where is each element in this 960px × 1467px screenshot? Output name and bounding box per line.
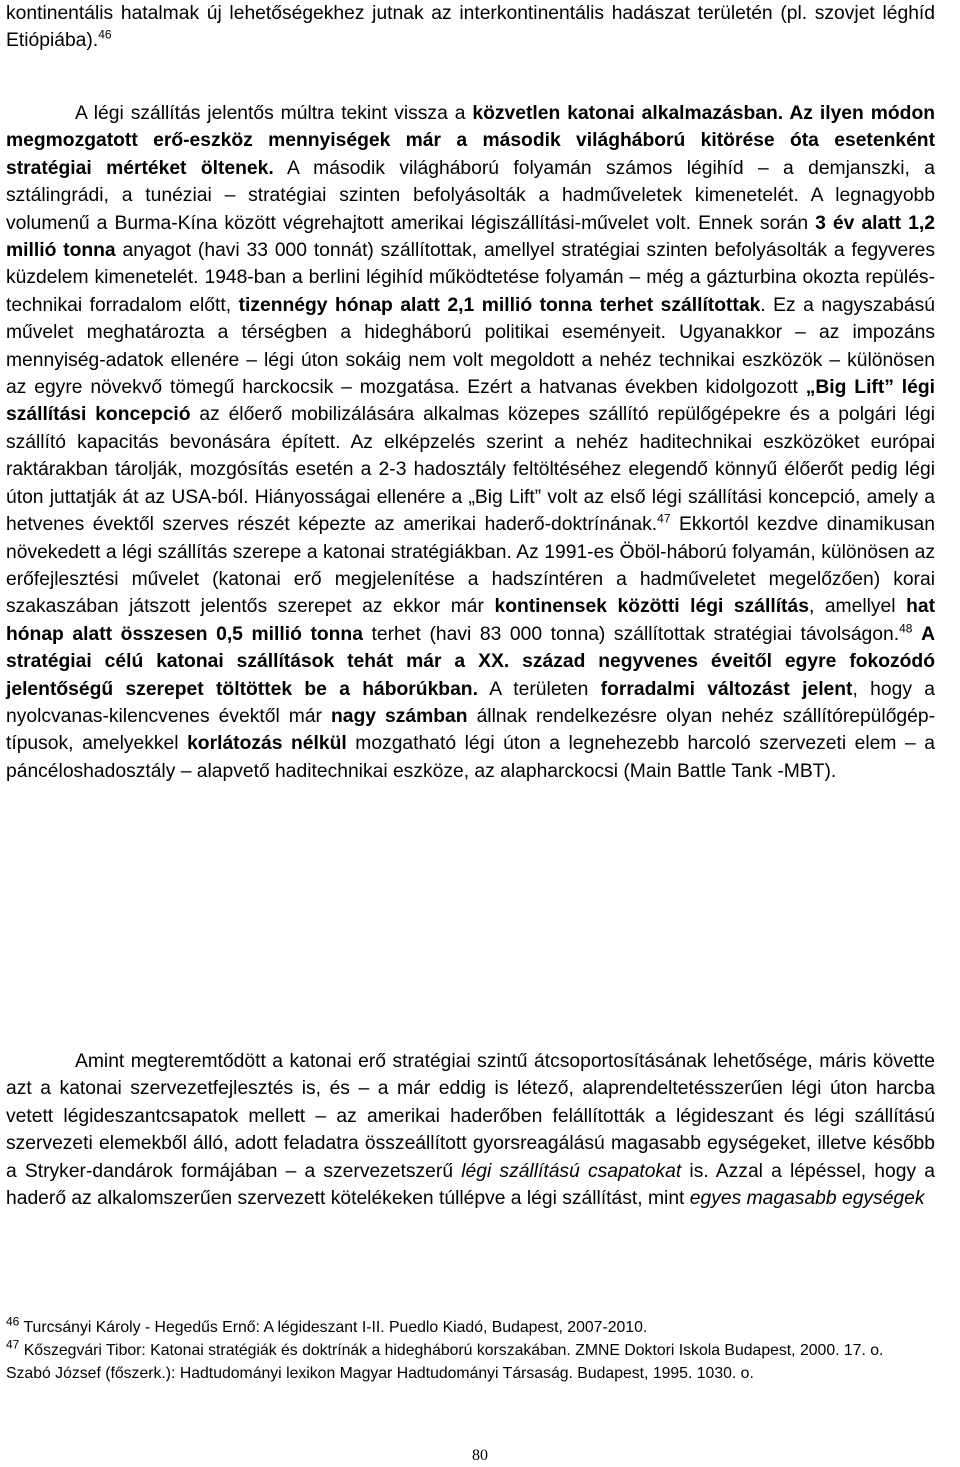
footnote-text: Turcsányi Károly - Hegedűs Ernő: A légideszant I-II. Puedlo Kiadó, Budapest, 2007-2010. [23,1319,648,1336]
footnote [6,1316,956,1339]
bold-text: korlátozás nélkül [187,733,347,755]
footnotes [6,1316,956,1385]
italic-text: egyes magasabb egységek [689,1188,925,1210]
text-run: anyagot (havi 33 000 tonnát) szállítottak, amellyel stratégiai szinten befolyásolták a fegyveres küzdelem kimenetelét. 1948-ban a berlini légihíd működtetése folyamán – még a gázturbina okozta repülés-technikai forradalom előtt, [6,240,935,316]
text-run: kontinentális hatalmak új lehetőségekhez jutnak az interkontinentális hadászat területén (pl. szovjet léghíd Etiópiába). [6,3,935,52]
footnote-text: Szabó József (főszerk.): Hadtudományi lexikon Magyar Hadtudományi Társaság. Budapest, 1995. 1030. o. [6,1365,754,1382]
bold-text: forradalmi változást jelent [600,678,853,700]
text-run: . Ez a nagyszabású művelet meghatározta a térségben a hidegháború politikai eseményeit. Ugyanakkor – az impozáns mennyiség-adatok ellenére – légi úton sokáig nem volt megoldott a nehéz technikai eszközök – különösen az egyre növekvő tömegű harckocsik – mozgatása. Ezért a hatvanas években kidolgozott [6,294,935,399]
paragraph-2 [6,100,935,785]
text-run: , hogy a nyolcvanas-kilencvenes évektől már [6,678,935,727]
text-run: az élőerő mobilizálására alkalmas közepes szállító repülőgépekre és a polgári légi szállító kapacitás bevonására épített. Az elképzelés szerint a nehéz haditechnikai eszközöket európai raktárakban tárolják, mozgósítás esetén a 2-3 hadosztály feltöltéséhez elegendő könnyű élőerőt pedig légi úton juttatják át az USA-ból. Hiányosságai ellenére a „Big Lift” volt az első légi szállítási koncepció, amely a hetvenes évektől szerves részét képezte az amerikai haderő-doktrínának. [6,404,935,536]
paragraph-1 [6,0,935,55]
bold-text: tizennégy hónap alatt 2,1 millió tonna terhet szállítottak [238,294,761,316]
text-run: is. Azzal a lépéssel, hogy a haderő az alkalomszerűen szervezett kötelékeken túllépve a légi szállítást, mint [6,1160,935,1210]
text-run: A második világháború folyamán számos légihíd – a demjanszki, a sztálingrádi, a tunéziai – stratégiai szinten befolyásolták a hadműveletek kimenetelét. A legnagyobb volumenű a Burma-Kína között végrehajtott amerikai légiszállítási-művelet volt. Ennek során [6,157,935,234]
text-run: A légi szállítás jelentős múltra tekint vissza a [75,103,473,124]
italic-text: légi szállítású csapatokat [461,1160,682,1182]
text-run: mozgatható légi úton a legnehezebb harcoló szervezeti elem – a páncéloshadosztály – alapvető haditechnikai eszköze, az alapharckocsi (Main Battle Tank -MBT). [6,733,935,782]
text-run: terhet (havi 83 000 tonna) szállítottak stratégiai távolságon. [362,623,900,645]
bold-text: „Big Lift” légi szállítási koncepció [6,377,935,426]
bold-text: kontinensek közötti légi szállítás [494,596,809,618]
footnote-ref: 46 [98,27,112,42]
footnote-text: Kőszegvári Tibor: Katonai stratégiák és doktrínák a hidegháború korszakában. ZMNE Doktori Iskola Budapest, 2000. 17. o. [23,1342,884,1359]
page-number: 80 [472,1447,488,1464]
footnote-number: 46 [6,1314,20,1329]
footnote [6,1339,936,1362]
bold-text: A stratégiai célú katonai szállítások tehát már a XX. század negyvenes éveitől egyre fokozódó jelentőségű szerepet töltöttek be a háborúkban. [6,623,935,700]
text-run [912,624,921,645]
text-run: Amint megteremtődött a katonai erő stratégiai szintű átcsoportosításának lehetősége, máris követte azt a katonai szervezetfejlesztés is, és – a már eddig is létező, alaprendeltetésszerűen légi úton harcba vetett légideszantcsapatok mellett – az amerikai haderőben felállították a légideszant és légi szállítású szervezeti elemekből álló, adott feladatra összeállított gyorsreagálású magasabb egységeket, illetve később a Stryker-dandárok formájában – a szervezetszerű [6,1051,935,1182]
text-run: , amellyel [808,596,907,618]
footnote-ref: 47 [657,511,671,526]
footnote-number: 47 [6,1337,20,1352]
footnote-ref: 48 [899,621,913,636]
text-run: A területen [477,678,601,700]
bold-text: nagy számban [331,705,468,727]
bold-text: közvetlen katonai alkalmazásban. Az ilyen módon megmozgatott erő-eszköz mennyiségek már a második világháború kitörése óta esetenként stratégiai mértéket öltenek. [6,103,935,179]
paragraph-3 [6,1048,935,1212]
bold-text: 3 év alatt 1,2 millió tonna [6,212,935,262]
footnote [6,1362,956,1385]
text-run: állnak rendelkezésre olyan nehéz szállítórepülőgép-típusok, amelyekkel [6,705,936,755]
bold-text: hat hónap alatt összesen 0,5 millió tonna [6,596,935,645]
text-run: Ekkortól kezdve dinamikusan növekedett a légi szállítás szerepe a katonai stratégiákban. Az 1991-es Öböl-háború folyamán, különösen az erőfejlesztési művelet (katonai erő megjelenítése a hadszíntéren a hadműveletet megelőzően) korai szakaszában játszott jelentős szerepet az ekkor már [6,514,936,618]
